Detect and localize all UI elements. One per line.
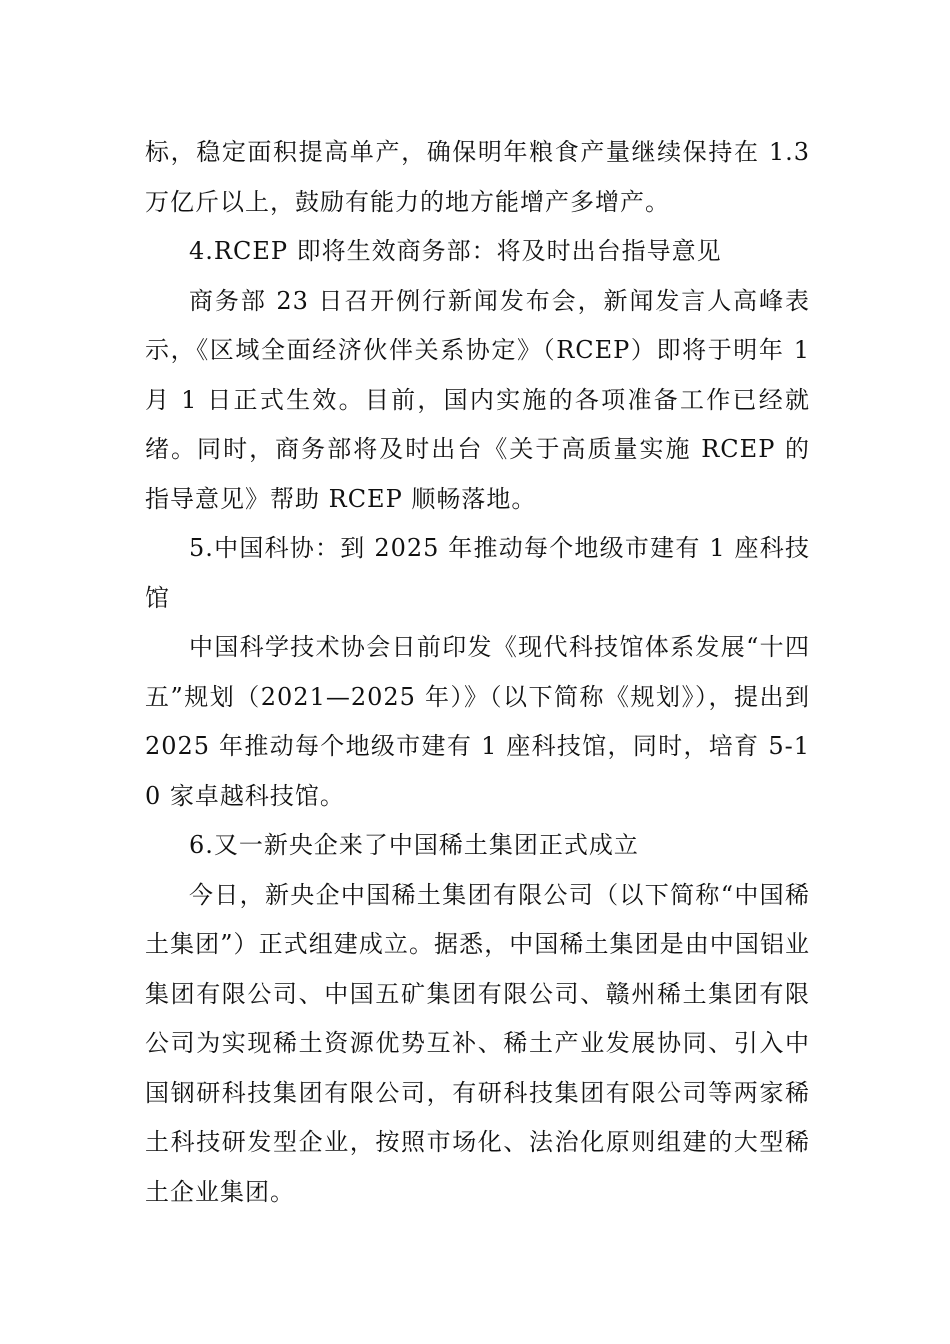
paragraph-rare-earth-group: 今日，新央企中国稀土集团有限公司（以下简称“中国稀土集团”）正式组建成立。据悉，中国稀土集团是由中国铝业集团有限公司、中国五矿集团有限公司、赣州稀土集团有限公司为实现稀土资源优势互补、稀土产业发展协同、引入中国钢研科技集团有限公司，有研科技集团有限公司等两家稀土科技研发型企业，按照市场化、法治化原则组建的大型稀土企业集团。 [145,880,810,1206]
paragraph-rcep: 商务部 23 日召开例行新闻发布会，新闻发言人高峰表示，《区域全面经济伙伴关系协定》（RCEP）即将于明年 1 月 1 日正式生效。目前，国内实施的各项准备工作已经就绪。同时，商务部将及时出台《关于高质量实施 RCEP 的指导意见》帮助 RCEP 顺畅落地。 [145,286,810,513]
document-body [145,128,810,1217]
heading-rcep: 4.RCEP 即将生效商务部：将及时出台指导意见 [189,237,722,265]
heading-rare-earth-group: 6.又一新央企来了中国稀土集团正式成立 [189,831,639,859]
paragraph-grain-output-continued: 标，稳定面积提高单产，确保明年粮食产量继续保持在 1.3 万亿斤以上，鼓励有能力的地方能增产多增产。 [145,138,810,216]
paragraph-science-museum: 中国科学技术协会日前印发《现代科技馆体系发展“十四五”规划（2021—2025 年）》（以下简称《规划》），提出到 2025 年推动每个地级市建有 1 座科技馆，同时，培育 5-10 家卓越科技馆。 [145,633,810,810]
heading-science-museum: 5.中国科协：到 2025 年推动每个地级市建有 1 座科技馆 [145,534,810,612]
